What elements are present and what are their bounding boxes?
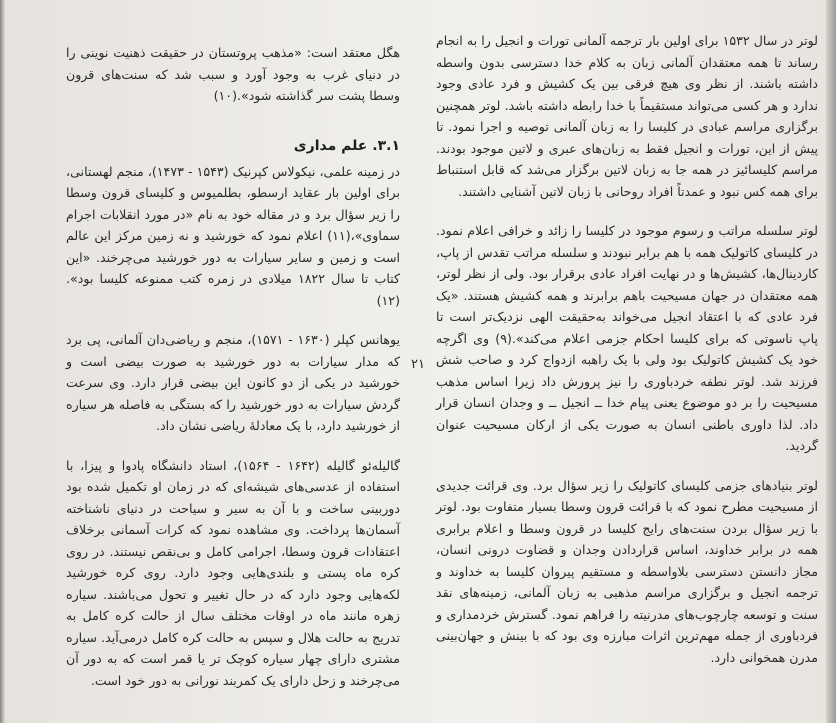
page-number: ۲۱	[411, 357, 425, 372]
paragraph: یوهانس کپلر (۱۶۳۰ - ۱۵۷۱)، منجم و ریاضی‌دان آلمانی، پی برد که مدار سیارات به دور خورشید به صورت بیضی است و خورشید در یکی از دو کانون این بیضی قرار دارد. وی سرعت گردش سیارات به دور خورشید را که بستگی به فاصله هر سیاره از خورشید دارد، با یک معادلهٔ ریاضی نشان داد.	[66, 332, 400, 433]
paragraph: گالیله‌ئو گالیله (۱۶۴۲ - ۱۵۶۴)، استاد دانشگاه پادوا و پیزا، با استفاده از عدسی‌های شیشه‌ای که در زمان او تکمیل شده بود دوربینی ساخت و با آن به سیر و سیاحت در دنیای ناشناخته آسمان‌ها پرداخت. وی مشاهده نمود که کرات آسمانی برخلاف اعتقادات قرون وسطا، اجرامی کامل و بی‌نقص نیستند. در روی کره ماه پستی و بلندی‌هایی وجود دارد. روی کره خورشید لکه‌هایی وجود دارد که در حال تغییر و تحول می‌باشند. سیاره زهره مانند ماه در اوقات مختلف سال از حالت کره کامل به تدریج به حالت هلال و سپس به حالت کره کامل درمی‌آید. سیاره مشتری دارای چهار سیاره کوچک تر یا قمر است که به دور آن می‌چرخند و زحل دارای یک کمربند نورانی به دور خود است.	[66, 457, 400, 688]
section-heading: ۳.۱. علم مداری	[293, 137, 400, 154]
book-spine-shadow	[826, 0, 836, 723]
paragraph: در زمینه علمی، نیکولاس کپرنیک (۱۵۴۳ - ۱۴۷۳)، منجم لهستانی، برای اولین بار عقاید ارسطو، بطلمیوس و کلیسای قرون وسطا را زیر سؤال برد و در مقاله خود به نام «در مورد انقلابات اجرام سماوی»،(۱۱) اعلام نمود که خورشید و نه زمین مرکز این عالم است و زمین و سایر سیارات به دور خورشید می‌چرخند. «این کتاب تا سال ۱۸۲۲ میلادی در زمره کتب ممنوعه کلیسا بود».(۱۲)	[66, 163, 401, 308]
paragraph: لوتر سلسله مراتب و رسوم موجود در کلیسا را زائد و خرافی اعلام نمود. در کلیسای کاتولیک همه با هم برابر نبودند و سلسله مراتب تقدس از پاپ، کاردینال‌ها، کشیش‌ها و در نهایت افراد عادی برقرار بود. ولی از نظر لوتر، همه معتقدان در جهان مسیحیت باهم برابرند و همه کشیش هستند. «یک فرد عادی که با اعتقاد انجیل می‌خواند به‌حقیقت الهی نزدیک‌تر است تا پاپ ناسوتی که برای کلیسا احکام جزمی اعلام می‌کند».(۹) وی اگرچه خود یک کشیش کاتولیک بود ولی با یک راهبه ازدواج کرد و صاحب شش فرزند شد. لوتر نطفه خردباوری را نیز پرورش داد زیرا اساس مذهب مسیحیت را بر دو موضوع یعنی پیام خدا ــ انجیل ــ و وجدان انسان قرار داد. لذا داوری باطنی انسان به صورت یکی از ارکان مسیحیت عنوان گردید.	[436, 223, 818, 453]
paragraph: لوتر در سال ۱۵۳۲ برای اولین بار ترجمه آلمانی تورات و انجیل را به انجام رساند تا همه معتقدان آلمانی زبان به کلام خدا دسترسی بدون واسطه داشته باشند. از نظر وی هیچ فرقی بین یک کشیش و فرد عادی وجود ندارد و هر کسی می‌تواند مستقیماً با خدا رابطه داشته باشد. لوتر همچنین برگزاری مراسم عبادی در کلیسا را به زبان آلمانی توصیه و اجرا نمود. تا پیش از این، تورات و انجیل فقط به زبان‌های عبری و لاتین موجود بودند. مراسم کلیسائیز در همه جا به زبان لاتین برگزار می‌شد که قابل استنباط برای همه کس نبود و عمدتاً افراد روحانی با زبان لاتین آشنایی داشتند.	[436, 33, 818, 199]
right-text-column	[436, 30, 818, 668]
left-text-column	[66, 42, 400, 691]
paragraph: لوتر بنیادهای جزمی کلیسای کاتولیک را زیر سؤال برد. وی قرائت جدیدی از مسیحیت مطرح نمود که با قرائت قرون وسطا بسیار متفاوت بود. لوتر با زیر سؤال بردن سنت‌های رایج کلیسا در قرون وسطا و اعلام برابری همه در برابر خداوند، اساس قراردادن وجدان و قضاوت درونی انسان، مجاز دانستن دسترسی بلاواسطه و مستقیم پیروان کلیسا به خداوند و ترجمه انجیل و برگزاری مراسم مذهبی به زبان آلمانی، زمینه‌های نقد سنت و توسعه چارچوب‌های مدرنیته را فراهم نمود. گسترش خردمداری و فردباوری از جمله مهم‌ترین اثرات مبارزه وی بود که با بینش و جهان‌بینی مدرن همخوانی دارد.	[436, 477, 818, 665]
intro-quote-paragraph: هگل معتقد است: «مذهب پروتستان در حقیقت ذهنیت نوینی را در دنیای غرب به وجود آورد و سبب شد که سنت‌های قرون وسطا پشت سر گذاشته شود».(۱۰)	[66, 45, 400, 103]
page-left-edge-shadow	[0, 0, 5, 723]
